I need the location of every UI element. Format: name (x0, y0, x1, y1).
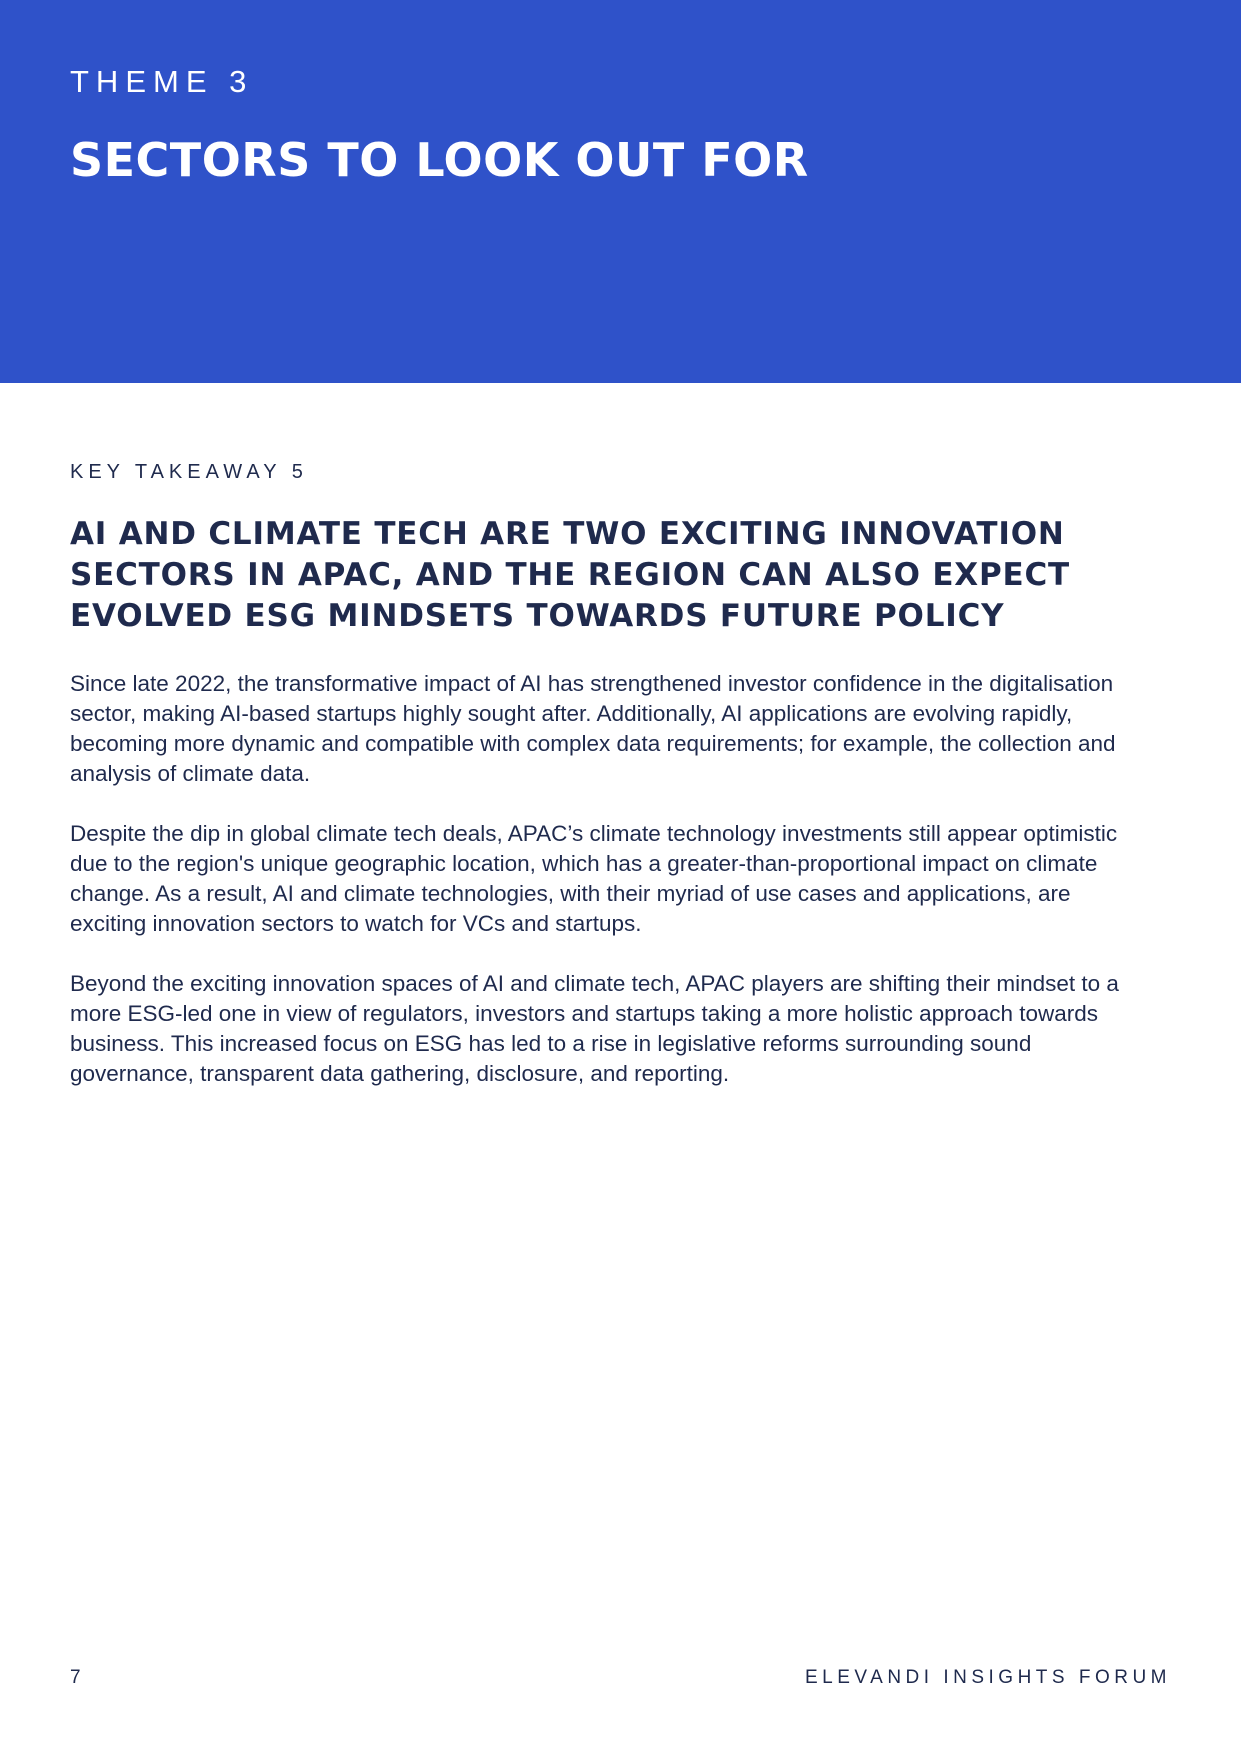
takeaway-heading: AI AND CLIMATE TECH ARE TWO EXCITING INNOVATION SECTORS IN APAC, AND THE REGION CAN ALSO EXPECT EVOLVED ESG MINDSETS TOWARDS FUTURE POLICY (70, 516, 1070, 634)
body-paragraph: Since late 2022, the transformative impact of AI has strengthened investor confidence in the digitalisation sector, making AI-based startups highly sought after. Additionally, AI applications are evolving rapidly, becoming more dynamic and compatible with complex data requirements; for example, the collection and analysis of climate data. (70, 671, 1116, 786)
page-title: SECTORS TO LOOK OUT FOR (70, 133, 809, 187)
body-paragraph: Beyond the exciting innovation spaces of AI and climate tech, APAC players are shifting their mindset to a more ESG-led one in view of regulators, investors and startups taking a more holistic approach towards business. This increased focus on ESG has led to a rise in legislative reforms surrounding sound governance, transparent data gathering, disclosure, and reporting. (70, 971, 1119, 1086)
footer-brand: ELEVANDI INSIGHTS FORUM (804, 1667, 1171, 1688)
page-number: 7 (70, 1667, 81, 1688)
main-content (70, 460, 1170, 1119)
theme-label: THEME 3 (70, 64, 254, 99)
takeaway-label: KEY TAKEAWAY 5 (70, 461, 308, 483)
header-band (0, 0, 1241, 383)
body-paragraph: Despite the dip in global climate tech deals, APAC’s climate technology investments still appear optimistic due to the region's unique geographic location, which has a greater-than-proportional impact on climate change. As a result, AI and climate technologies, with their myriad of use cases and applications, are exciting innovation sectors to watch for VCs and startups. (70, 821, 1118, 936)
